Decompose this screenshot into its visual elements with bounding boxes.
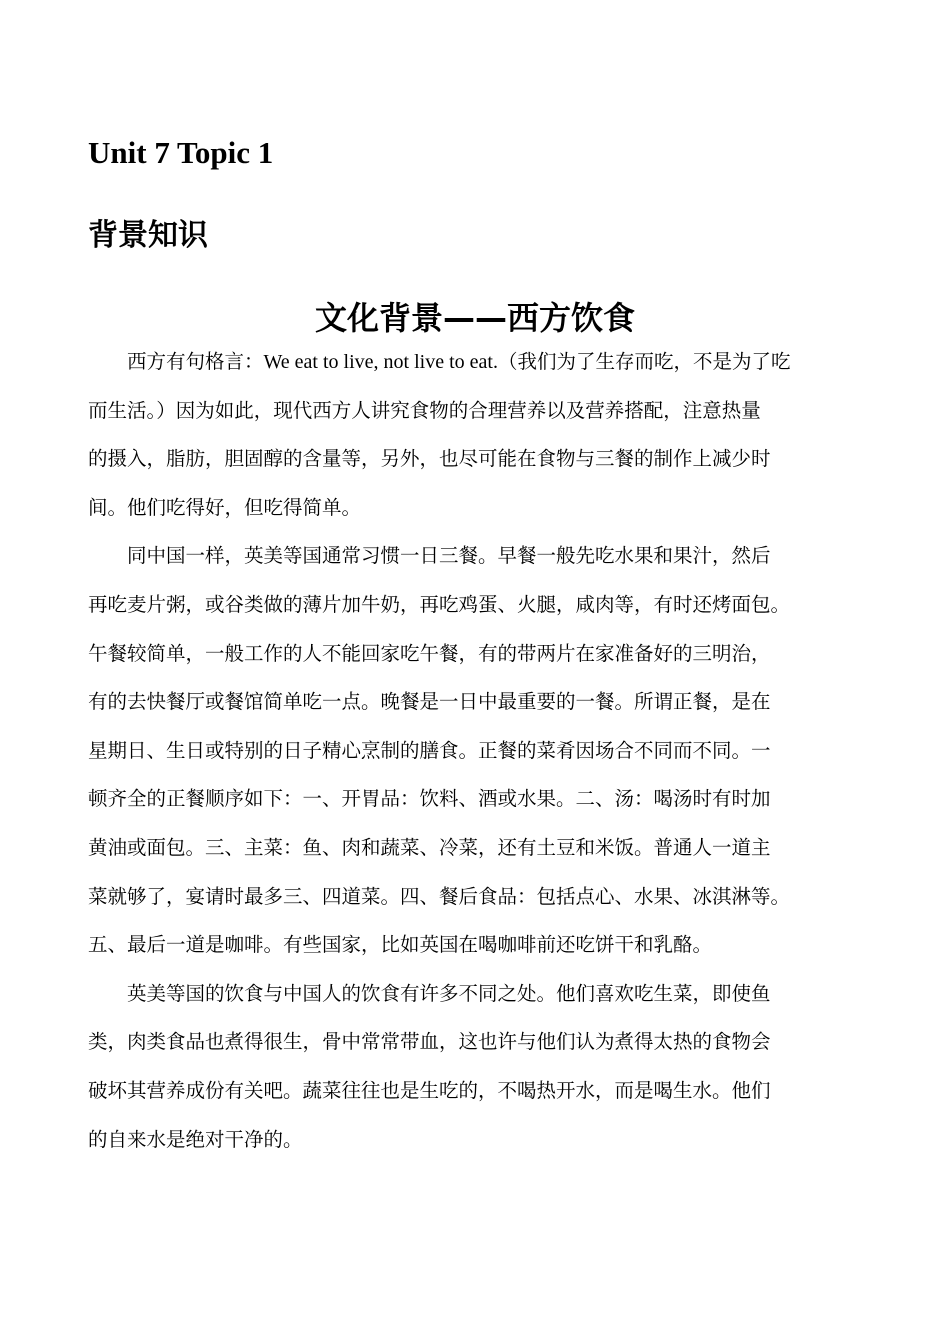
text-line: 英美等国的饮食与中国人的饮食有许多不同之处。他们喜欢吃生菜，即使鱼 xyxy=(127,981,771,1005)
text-line: 午餐较简单，一般工作的人不能回家吃午餐，有的带两片在家准备好的三明治， xyxy=(88,641,771,665)
text-line: 菜就够了，宴请时最多三、四道菜。四、餐后食品：包括点心、水果、冰淇淋等。 xyxy=(88,884,791,908)
text-line: 黄油或面包。三、主菜：鱼、肉和蔬菜、冷菜，还有土豆和米饭。普通人一道主 xyxy=(88,835,771,859)
paragraph-1 xyxy=(88,338,868,532)
text-line: 破坏其营养成份有关吧。蔬菜往往也是生吃的，不喝热开水，而是喝生水。他们 xyxy=(88,1078,771,1102)
text-line: 同中国一样，英美等国通常习惯一日三餐。早餐一般先吃水果和果汁，然后 xyxy=(127,544,771,568)
section-title: 背景知识 xyxy=(88,218,208,253)
unit-title: Unit 7 Topic 1 xyxy=(88,135,274,170)
text-line: 而生活。）因为如此，现代西方人讲究食物的合理营养以及营养搭配，注意热量 xyxy=(88,398,761,422)
english-quote: We eat to live, not live to eat. xyxy=(263,351,498,373)
text-line: 星期日、生日或特别的日子精心烹制的膳食。正餐的菜肴因场合不同而不同。一 xyxy=(88,738,771,762)
text-line: 有的去快餐厅或餐馆简单吃一点。晚餐是一日中最重要的一餐。所谓正餐，是在 xyxy=(88,690,771,714)
text-line: 的摄入，脂肪，胆固醇的含量等，另外，也尽可能在食物与三餐的制作上减少时 xyxy=(88,447,771,471)
text-line: 间。他们吃得好，但吃得简单。 xyxy=(88,495,362,519)
text-line: 顿齐全的正餐顺序如下：一、开胃品：饮料、酒或水果。二、汤：喝汤时有时加 xyxy=(88,787,771,811)
text-line: 五、最后一道是咖啡。有些国家，比如英国在喝咖啡前还吃饼干和乳酪。 xyxy=(88,933,713,957)
text-line: 类，肉类食品也煮得很生，骨中常常带血，这也许与他们认为煮得太热的食物会 xyxy=(88,1030,771,1054)
text-line: 的自来水是绝对干净的。 xyxy=(88,1127,303,1151)
text-line: 西方有句格言：We eat to live, not live to eat.（我们为了生存而吃，不是为了吃 xyxy=(127,350,791,373)
article-title: 文化背景——西方饮食 xyxy=(314,299,635,337)
article-body xyxy=(88,338,868,1164)
paragraph-2 xyxy=(88,532,868,969)
paragraph-3 xyxy=(88,970,868,1164)
text-line: 再吃麦片粥，或谷类做的薄片加牛奶，再吃鸡蛋、火腿，咸肉等，有时还烤面包。 xyxy=(88,592,791,616)
